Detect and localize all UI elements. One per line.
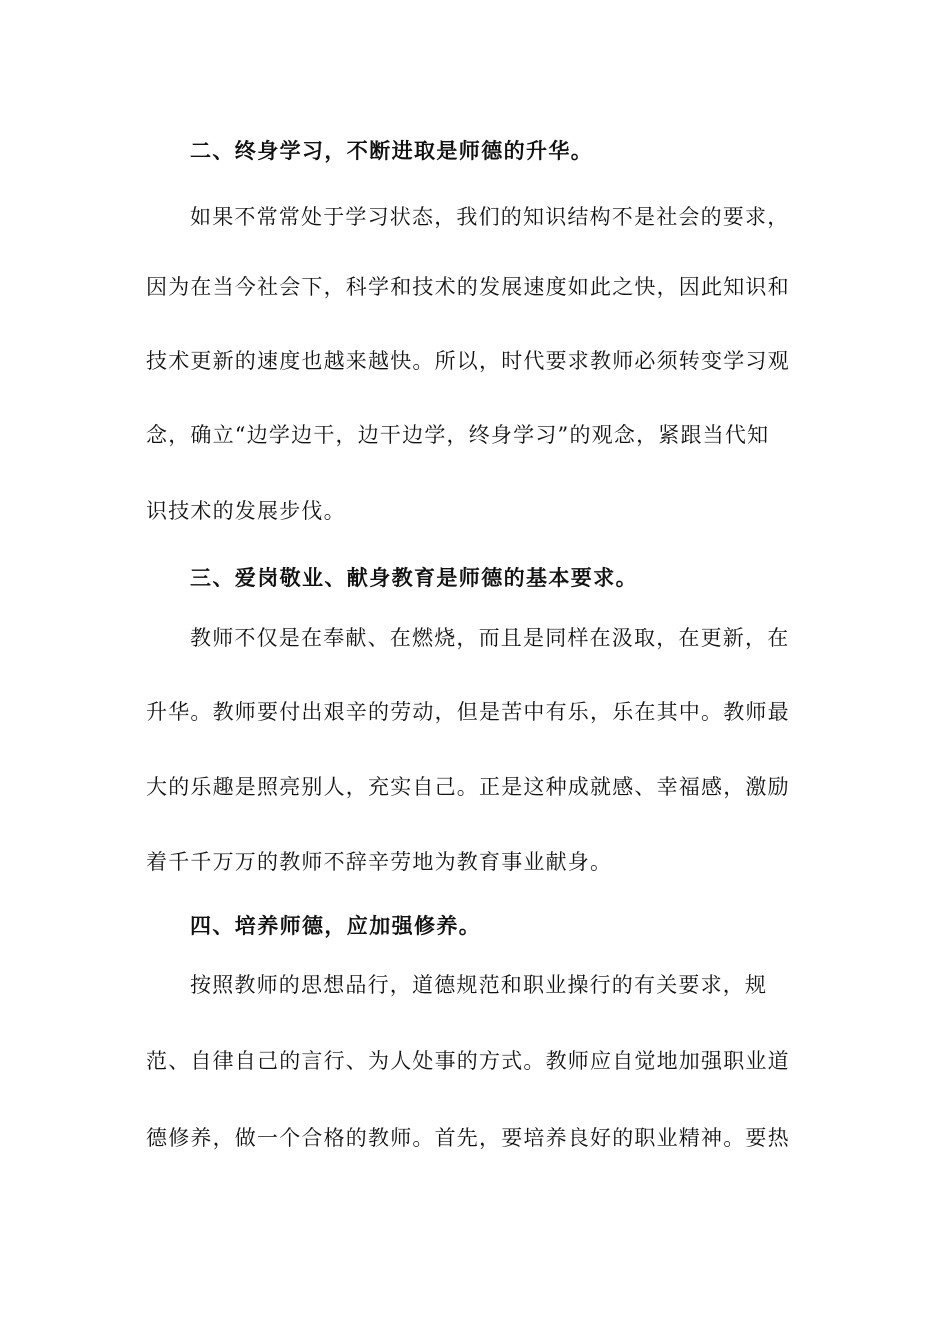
paragraph-line: 如果不常常处于学习状态，我们的知识结构不是社会的要求， (190, 205, 790, 229)
paragraph-line: 识技术的发展步伐。 (146, 499, 346, 523)
paragraph-line: 教师不仅是在奉献、在燃烧，而且是同样在汲取，在更新，在 (190, 626, 790, 650)
paragraph-line: 升华。教师要付出艰辛的劳动，但是苦中有乐，乐在其中。教师最 (146, 700, 790, 724)
paragraph-line: 技术更新的速度也越来越快。所以，时代要求教师必须转变学习观 (146, 349, 790, 373)
paragraph-line: 按照教师的思想品行，道德规范和职业操行的有关要求，规 (190, 973, 768, 997)
section-heading: 四、培养师德，应加强修养。 (190, 914, 482, 938)
section-heading: 二、终身学习，不断进取是师德的升华。 (190, 139, 594, 163)
paragraph-line: 念，确立“边学边干，边干边学，终身学习”的观念，紧跟当代知 (146, 423, 770, 447)
paragraph-line: 范、自律自己的言行、为人处事的方式。教师应自觉地加强职业道 (146, 1049, 790, 1073)
paragraph-line: 德修养，做一个合格的教师。首先，要培养良好的职业精神。要热 (146, 1126, 790, 1150)
section-heading: 三、爱岗敬业、献身教育是师德的基本要求。 (190, 566, 638, 590)
paragraph-line: 大的乐趣是照亮别人，充实自己。正是这种成就感、幸福感，激励 (146, 775, 790, 799)
paragraph-line: 着千千万万的教师不辞辛劳地为教育事业献身。 (146, 850, 613, 874)
paragraph-line: 因为在当今社会下，科学和技术的发展速度如此之快，因此知识和 (146, 275, 790, 299)
